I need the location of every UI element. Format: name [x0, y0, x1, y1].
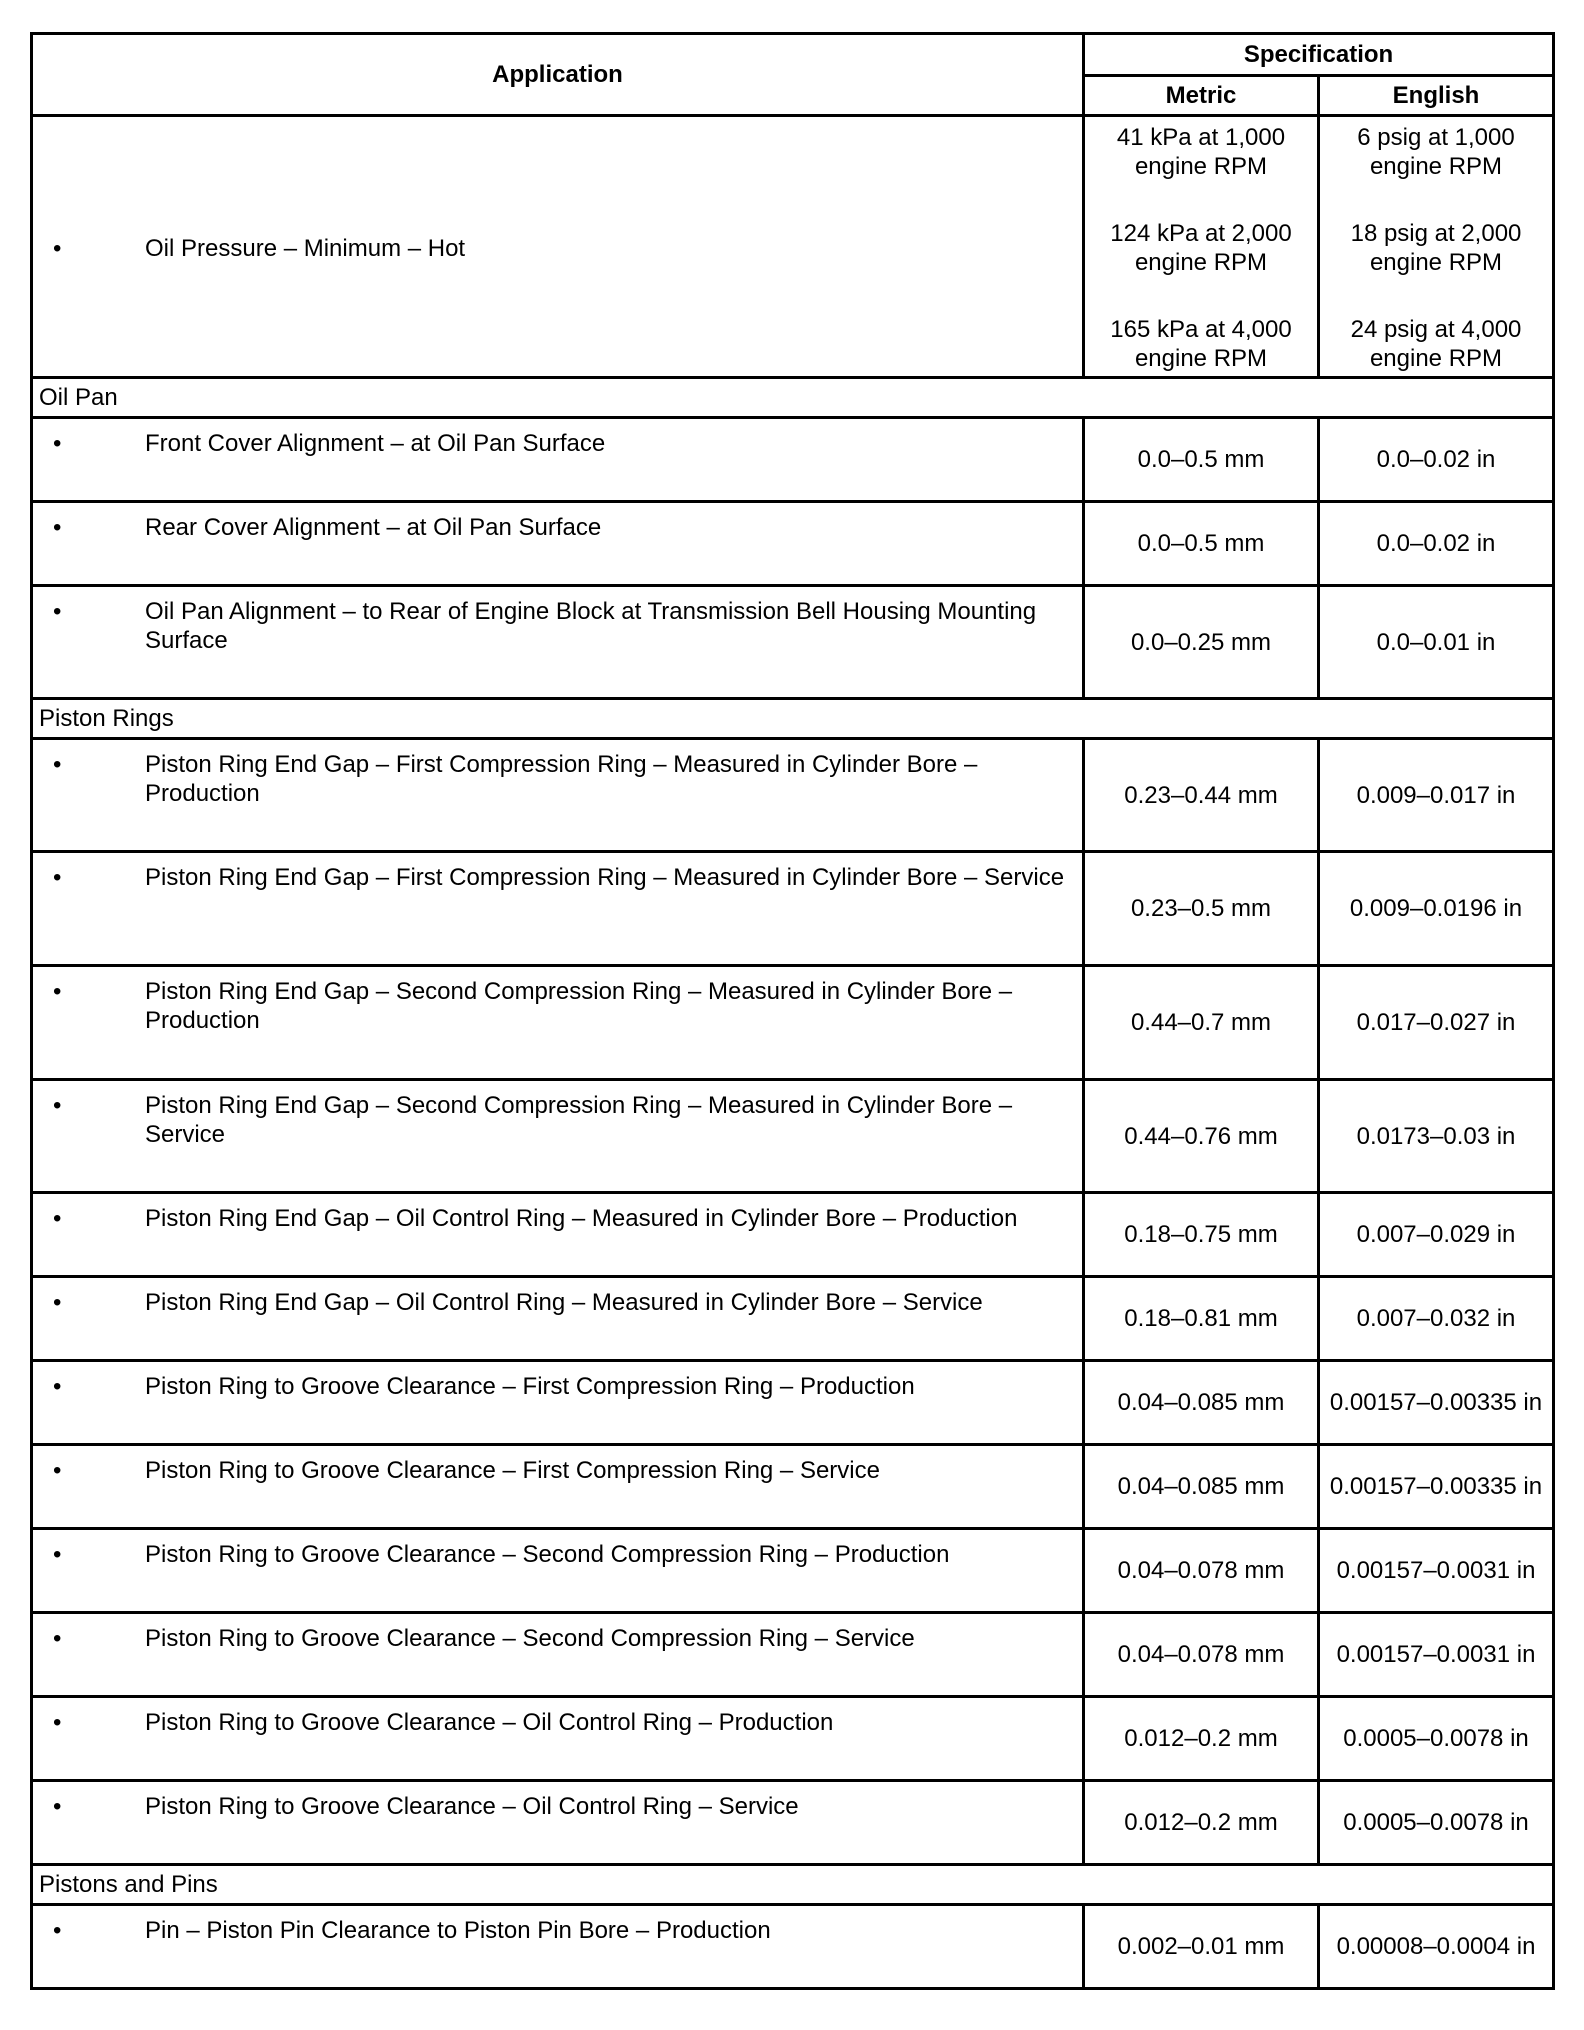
- bullet-icon: •: [53, 1793, 62, 1820]
- metric-value: 0.0–0.25 mm: [1084, 586, 1319, 699]
- metric-value: 0.04–0.085 mm: [1084, 1361, 1319, 1445]
- header-specification: Specification: [1084, 34, 1554, 76]
- english-value: 0.0005–0.0078 in: [1319, 1697, 1554, 1781]
- table-row: [32, 1613, 1554, 1697]
- application-cell: [32, 1529, 1084, 1613]
- english-value: 0.0–0.02 in: [1319, 418, 1554, 502]
- table-row: [32, 1361, 1554, 1445]
- header-metric: Metric: [1084, 76, 1319, 116]
- table-row: [32, 1905, 1554, 1989]
- bullet-icon: •: [53, 1541, 62, 1568]
- application-text: Rear Cover Alignment – at Oil Pan Surface: [145, 514, 602, 541]
- bullet-icon: •: [53, 235, 62, 262]
- metric-value: 0.44–0.7 mm: [1084, 966, 1319, 1080]
- table-row: [32, 1277, 1554, 1361]
- application-cell: [32, 1361, 1084, 1445]
- application-text: Pin – Piston Pin Clearance to Piston Pin Bore – Production: [145, 1917, 771, 1944]
- application-text: Piston Ring to Groove Clearance – Second Compression Ring – Production: [145, 1541, 950, 1568]
- bullet-icon: •: [53, 1092, 62, 1119]
- english-value: 0.007–0.032 in: [1319, 1277, 1554, 1361]
- table-row: [32, 1697, 1554, 1781]
- bullet-icon: •: [53, 1373, 62, 1400]
- application-text: Front Cover Alignment – at Oil Pan Surface: [145, 430, 606, 457]
- application-cell: [32, 1613, 1084, 1697]
- metric-value: 0.23–0.5 mm: [1084, 852, 1319, 966]
- metric-value: 0.012–0.2 mm: [1084, 1781, 1319, 1865]
- bullet-icon: •: [53, 598, 62, 625]
- english-value: 0.0–0.01 in: [1319, 586, 1554, 699]
- application-cell: [32, 739, 1084, 852]
- bullet-icon: •: [53, 1289, 62, 1316]
- bullet-icon: •: [53, 1917, 62, 1944]
- metric-value: 124 kPa at 2,000 engine RPM: [1110, 220, 1292, 276]
- bullet-icon: •: [53, 864, 62, 891]
- application-text: Piston Ring to Groove Clearance – First Compression Ring – Service: [145, 1457, 880, 1484]
- bullet-icon: •: [53, 751, 62, 778]
- english-value: 6 psig at 1,000 engine RPM: [1357, 124, 1515, 180]
- metric-value: 0.18–0.75 mm: [1084, 1193, 1319, 1277]
- specification-table: [30, 32, 1555, 1990]
- bullet-icon: •: [53, 1709, 62, 1736]
- english-value: 0.009–0.017 in: [1319, 739, 1554, 852]
- metric-value: 0.44–0.76 mm: [1084, 1080, 1319, 1193]
- application-text: Piston Ring to Groove Clearance – Oil Control Ring – Service: [145, 1793, 799, 1820]
- english-value: 0.00157–0.0031 in: [1319, 1613, 1554, 1697]
- english-value: 0.00008–0.0004 in: [1319, 1905, 1554, 1989]
- application-cell: [32, 1445, 1084, 1529]
- application-cell: [32, 1697, 1084, 1781]
- application-cell: [32, 502, 1084, 586]
- bullet-icon: •: [53, 430, 62, 457]
- english-value: 0.0005–0.0078 in: [1319, 1781, 1554, 1865]
- application-text: Oil Pressure – Minimum – Hot: [145, 235, 466, 262]
- application-cell: [32, 1781, 1084, 1865]
- table-row: [32, 1080, 1554, 1193]
- oil-pressure-metric: [1084, 116, 1319, 378]
- application-cell: [32, 1080, 1084, 1193]
- english-value: 18 psig at 2,000 engine RPM: [1350, 220, 1522, 276]
- application-cell: [32, 852, 1084, 966]
- bullet-icon: •: [53, 1205, 62, 1232]
- table-row: [32, 1529, 1554, 1613]
- application-cell: [32, 586, 1084, 699]
- bullet-icon: •: [53, 978, 62, 1005]
- metric-value: 0.04–0.078 mm: [1084, 1529, 1319, 1613]
- section-title: Oil Pan: [32, 378, 1554, 418]
- application-text: Piston Ring to Groove Clearance – Oil Control Ring – Production: [145, 1709, 834, 1736]
- table-row: [32, 852, 1554, 966]
- english-value: 0.00157–0.00335 in: [1319, 1361, 1554, 1445]
- header-application: Application: [32, 34, 1084, 116]
- metric-value: 0.04–0.078 mm: [1084, 1613, 1319, 1697]
- english-value: 0.00157–0.00335 in: [1319, 1445, 1554, 1529]
- bullet-icon: •: [53, 1457, 62, 1484]
- metric-value: 0.0–0.5 mm: [1084, 418, 1319, 502]
- application-cell: [32, 966, 1084, 1080]
- application-cell: [32, 1193, 1084, 1277]
- english-value: 0.0–0.02 in: [1319, 502, 1554, 586]
- section-row: [32, 1865, 1554, 1905]
- application-cell: [32, 1905, 1084, 1989]
- section-title: Piston Rings: [32, 699, 1554, 739]
- application-text: Piston Ring to Groove Clearance – First Compression Ring – Production: [145, 1373, 915, 1400]
- application-cell: [32, 1277, 1084, 1361]
- table-row: [32, 586, 1554, 699]
- metric-value: 0.23–0.44 mm: [1084, 739, 1319, 852]
- metric-value: 0.04–0.085 mm: [1084, 1445, 1319, 1529]
- metric-value: 165 kPa at 4,000 engine RPM: [1110, 316, 1292, 372]
- application-text: Piston Ring End Gap – First Compression Ring – Measured in Cylinder Bore – Service: [145, 864, 1065, 891]
- table-row: [32, 1781, 1554, 1865]
- table-row: [32, 966, 1554, 1080]
- application-text: Piston Ring End Gap – Second Compression Ring – Measured in Cylinder Bore – Production: [145, 978, 1013, 1034]
- bullet-icon: •: [53, 1625, 62, 1652]
- application-text: Piston Ring End Gap – Oil Control Ring – Measured in Cylinder Bore – Production: [145, 1205, 1018, 1232]
- english-value: 0.017–0.027 in: [1319, 966, 1554, 1080]
- english-value: 0.009–0.0196 in: [1319, 852, 1554, 966]
- application-text: Piston Ring End Gap – Oil Control Ring – Measured in Cylinder Bore – Service: [145, 1289, 983, 1316]
- table-row: [32, 1445, 1554, 1529]
- table-row: [32, 739, 1554, 852]
- application-cell: [32, 418, 1084, 502]
- metric-value: 0.0–0.5 mm: [1084, 502, 1319, 586]
- metric-value: 0.012–0.2 mm: [1084, 1697, 1319, 1781]
- english-value: 0.00157–0.0031 in: [1319, 1529, 1554, 1613]
- application-text: Piston Ring End Gap – Second Compression Ring – Measured in Cylinder Bore – Service: [145, 1092, 1013, 1148]
- table-row: [32, 418, 1554, 502]
- oil-pressure-application: [32, 116, 1084, 378]
- header-row: [32, 34, 1554, 76]
- application-text: Piston Ring End Gap – First Compression Ring – Measured in Cylinder Bore – Production: [145, 751, 978, 807]
- metric-value: 0.002–0.01 mm: [1084, 1905, 1319, 1989]
- metric-value: 0.18–0.81 mm: [1084, 1277, 1319, 1361]
- english-value: 0.007–0.029 in: [1319, 1193, 1554, 1277]
- english-value: 0.0173–0.03 in: [1319, 1080, 1554, 1193]
- english-value: 24 psig at 4,000 engine RPM: [1350, 316, 1522, 372]
- metric-value: 41 kPa at 1,000 engine RPM: [1116, 124, 1286, 180]
- section-row: [32, 378, 1554, 418]
- application-text: Piston Ring to Groove Clearance – Second Compression Ring – Service: [145, 1625, 915, 1652]
- header-english: English: [1319, 76, 1554, 116]
- oil-pressure-english: [1319, 116, 1554, 378]
- table-row: [32, 502, 1554, 586]
- table-row: [32, 1193, 1554, 1277]
- section-row: [32, 699, 1554, 739]
- bullet-icon: •: [53, 514, 62, 541]
- section-title: Pistons and Pins: [32, 1865, 1554, 1905]
- application-text: Oil Pan Alignment – to Rear of Engine Block at Transmission Bell Housing Mounting Surface: [145, 598, 1037, 654]
- oil-pressure-row: [32, 116, 1554, 378]
